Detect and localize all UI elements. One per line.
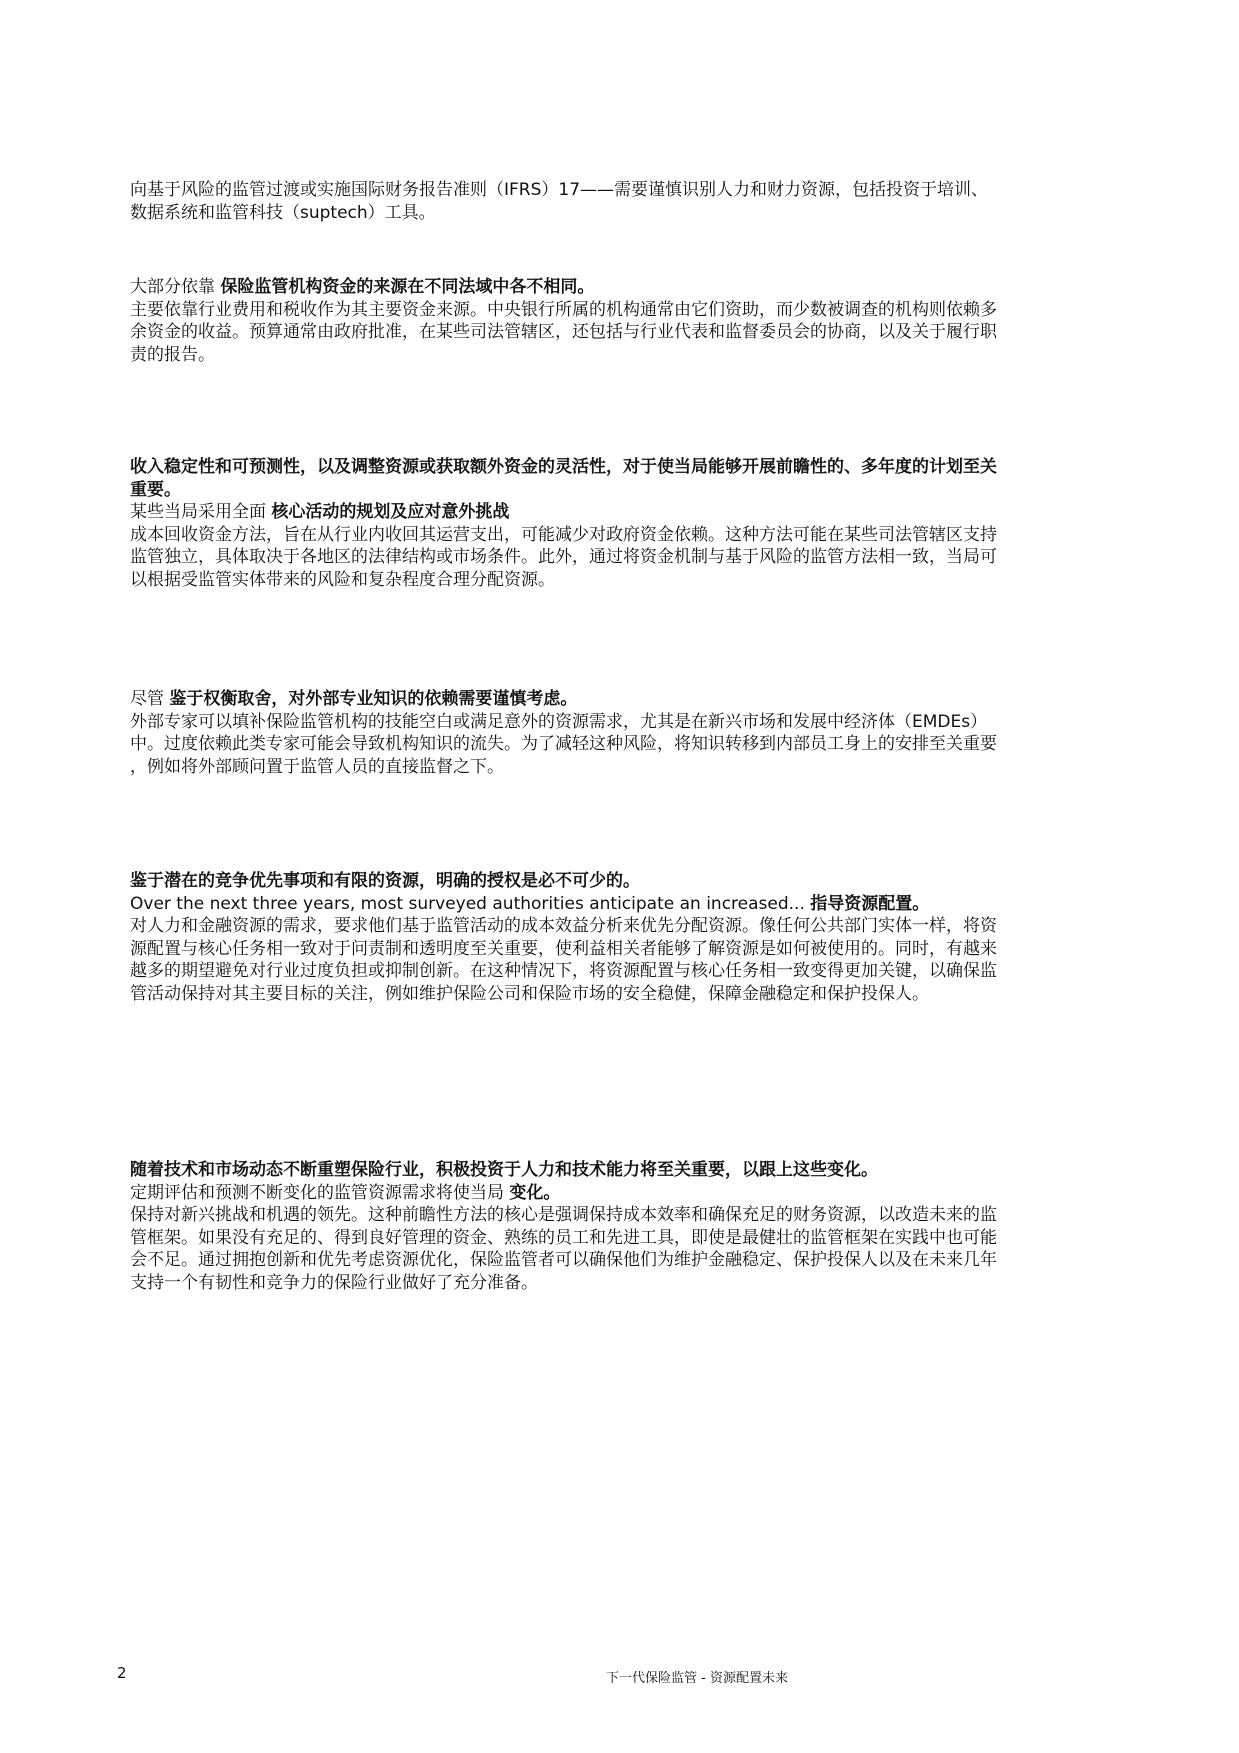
- text-run: 源配置与核心任务相一致对于问责制和透明度至关重要，使利益相关者能够了解资源是如何被使用的。同时，有越来: [130, 938, 997, 959]
- text-line: [130, 299, 1090, 322]
- text-run: 责的报告。: [130, 344, 215, 365]
- text-line: [130, 524, 1090, 547]
- text-line: [130, 983, 1090, 1006]
- text-run: 外部专家可以填补保险监管机构的技能空白或满足意外的资源需求，尤其是在新兴市场和发展中经济体（EMDEs）: [130, 711, 988, 732]
- text-line: [130, 960, 1090, 983]
- text-line: [130, 1159, 1090, 1182]
- bold-text-run: 保险监管机构资金的来源在不同法域中各不相同。: [220, 277, 595, 297]
- text-run: 大部分依靠: [130, 277, 221, 297]
- bold-text-run: 指导资源配置。: [810, 893, 930, 914]
- paragraph-future-investment: [130, 1159, 1090, 1294]
- text-line: [130, 501, 1090, 524]
- text-line: [130, 344, 1090, 367]
- text-line: [130, 546, 1090, 569]
- text-run: 余资金的收益。预算通常由政府批准，在某些司法管辖区，还包括与行业代表和监督委员会的协商，以及关于履行职: [130, 322, 997, 342]
- text-line: [130, 179, 1090, 202]
- text-line: [130, 756, 1090, 779]
- text-line: [130, 202, 1090, 225]
- page-number: 2: [117, 1664, 127, 1682]
- bold-text-run: 重要。: [130, 479, 181, 500]
- text-line: [130, 1182, 1090, 1205]
- text-run: 定期评估和预测不断变化的监管资源需求将使当局: [130, 1182, 510, 1203]
- text-run: 中。过度依赖此类专家可能会导致机构知识的流失。为了减轻这种风险，将知识转移到内部员工身上的安排至关重要: [130, 734, 997, 754]
- text-line: [130, 893, 1090, 916]
- text-line: [130, 456, 1090, 479]
- text-line: [130, 1227, 1090, 1250]
- bold-text-run: 鉴于权衡取舍，对外部专业知识的依赖需要谨慎考虑。: [169, 689, 578, 709]
- text-run: Over the next three years, most surveyed authorities anticipate an increased...: [130, 893, 811, 914]
- text-run: 保持对新兴挑战和机遇的领先。这种前瞻性方法的核心是强调保持成本效率和确保充足的财务资源，以改造未来的监: [130, 1205, 997, 1225]
- paragraph-funding-sources: [130, 276, 1090, 366]
- text-run: 某些当局采用全面: [130, 502, 272, 522]
- paragraph-external-expertise: [130, 688, 1090, 778]
- text-line: [130, 1249, 1090, 1272]
- paragraph-clear-mandate: [130, 870, 1090, 1005]
- bold-text-run: 随着技术和市场动态不断重塑保险行业，积极投资于人力和技术能力将至关重要，以跟上这些变化。: [130, 1160, 878, 1180]
- paragraph-funding-stability: [130, 456, 1090, 591]
- text-line: [130, 733, 1090, 756]
- text-run: ，例如将外部顾问置于监管人员的直接监督之下。: [130, 756, 504, 777]
- text-line: [130, 1272, 1090, 1295]
- text-run: 向基于风险的监管过渡或实施国际财务报告准则（IFRS）17——需要谨慎识别人力和财力资源，包括投资于培训、: [130, 180, 989, 200]
- text-line: [130, 938, 1090, 961]
- text-run: 成本回收资金方法，旨在从行业内收回其运营支出，可能减少对政府资金依赖。这种方法可能在某些司法管辖区支持: [130, 524, 997, 545]
- text-run: 管活动保持对其主要目标的关注，例如维护保险公司和保险市场的安全稳健，保障金融稳定和保护投保人。: [130, 983, 929, 1004]
- text-run: 管框架。如果没有充足的、得到良好管理的资金、熟练的员工和先进工具，即使是最健壮的监管框架在实践中也可能: [130, 1227, 997, 1248]
- text-line: [130, 915, 1090, 938]
- text-run: 以根据受监管实体带来的风险和复杂程度合理分配资源。: [130, 569, 555, 590]
- text-line: [130, 569, 1090, 592]
- text-run: 主要依靠行业费用和税收作为其主要资金来源。中央银行所属的机构通常由它们资助，而少数被调查的机构则依赖多: [130, 299, 997, 320]
- text-line: [130, 479, 1090, 502]
- text-line: [130, 276, 1090, 299]
- footer-title: 下一代保险监管 - 资源配置未来: [606, 1671, 788, 1686]
- text-run: 支持一个有韧性和竞争力的保险行业做好了充分准备。: [130, 1272, 538, 1293]
- bold-text-run: 鉴于潜在的竞争优先事项和有限的资源，明确的授权是必不可少的。: [130, 871, 640, 891]
- text-run: 监管独立，具体取决于各地区的法律结构或市场条件。此外，通过将资金机制与基于风险的监管方法相一致，当局可: [130, 547, 997, 567]
- text-run: 越多的期望避免对行业过度负担或抑制创新。在这种情况下，将资源配置与核心任务相一致变得更加关键，以确保监: [130, 961, 997, 981]
- bold-text-run: 收入稳定性和可预测性，以及调整资源或获取额外资金的灵活性，对于使当局能够开展前瞻性的、多年度的计划至关: [130, 457, 997, 477]
- bold-text-run: 核心活动的规划及应对意外挑战: [271, 502, 510, 522]
- paragraph-ifrs-transition: [130, 179, 1090, 224]
- text-line: [130, 1204, 1090, 1227]
- text-run: 尽管: [130, 689, 170, 709]
- bold-text-run: 变化。: [509, 1182, 561, 1203]
- text-line: [130, 711, 1090, 734]
- text-run: 对人力和金融资源的需求，要求他们基于监管活动的成本效益分析来优先分配资源。像任何公共部门实体一样，将资: [130, 916, 997, 936]
- text-line: [130, 321, 1090, 344]
- text-line: [130, 870, 1090, 893]
- text-run: 会不足。通过拥抱创新和优先考虑资源优化，保险监管者可以确保他们为维护金融稳定、保护投保人以及在未来几年: [130, 1250, 997, 1270]
- text-line: [130, 688, 1090, 711]
- text-run: 数据系统和监管科技（suptech）工具。: [130, 202, 436, 223]
